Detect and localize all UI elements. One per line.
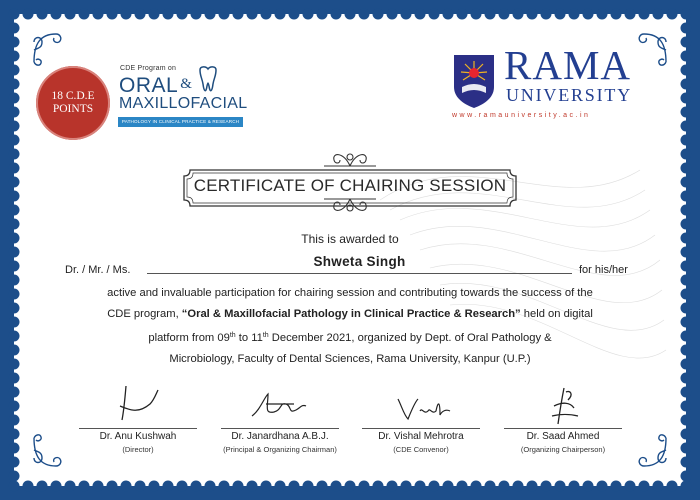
perforation-dot [527,481,538,492]
perforation-dot [485,481,496,492]
body-line-2 [60,304,640,325]
perforation-dot [9,401,20,412]
perforation-dot [681,471,692,482]
perforation-dot [415,9,426,20]
perforation-dot [247,9,258,20]
perforation-dot [583,9,594,20]
university-name-line-2: UNIVERSITY [506,85,632,105]
perforation-dot [681,135,692,146]
perforation-dot [681,219,692,230]
perforation-dot [569,481,580,492]
perforation-dot [555,9,566,20]
perforation-dot [9,149,20,160]
perforation-dot [681,247,692,258]
ordinal-suffix-1: th [229,332,236,339]
perforation-dot [681,443,692,454]
perforation-dot [93,9,104,20]
perforation-dot [681,23,692,34]
perforation-dot [681,65,692,76]
perforation-dot [681,457,692,468]
perforation-dot [9,457,20,468]
body-line-3 [60,325,640,349]
perforation-dot [79,9,90,20]
body-line-2-end: held on digital [520,308,593,320]
perforation-dot [373,481,384,492]
signatory-name-4: Dr. Saad Ahmed [526,431,600,442]
perforation-dot [79,481,90,492]
perforation-dot [135,9,146,20]
body-line-3-b: to 11 [235,332,263,344]
perforation-dot [443,481,454,492]
perforation-dot [9,471,20,482]
signature-line-2 [221,428,339,429]
signature-line-1 [79,428,197,429]
perforation-dot [121,481,132,492]
university-url: www.ramauniversity.ac.in [452,112,591,119]
perforation-dot [429,9,440,20]
perforation-dot [471,481,482,492]
signatory-role-4: (Organizing Chairperson) [520,445,606,454]
body-line-3-c: December 2021, organized by Dept. of Oral Pathology & [268,332,552,344]
signatory-role-3: (CDE Convenor) [393,445,449,454]
perforation-dot [415,481,426,492]
ordinal-suffix-2: th [262,332,269,339]
signatory-role-2: (Principal & Organizing Chairman) [223,445,337,454]
perforation-dot [9,303,20,314]
perforation-dot [205,481,216,492]
perforation-dot [9,79,20,90]
perforation-dot [9,121,20,132]
signatory-role-1: (Director) [122,445,154,454]
perforation-dot [331,9,342,20]
perforation-dot [289,481,300,492]
perforation-dot [387,9,398,20]
perforation-dot [65,9,76,20]
perforation-dot [9,373,20,384]
program-name: “Oral & Maxillofacial Pathology in Clinical Practice & Research” [181,308,521,320]
perforation-dot [23,481,34,492]
perforation-dot [625,481,636,492]
perforation-dot [499,9,510,20]
perforation-dot [639,481,650,492]
perforation-dot [471,9,482,20]
perforation-dot [681,317,692,328]
perforation-dot [331,481,342,492]
perforation-dot [639,9,650,20]
perforation-dot [191,481,202,492]
signature-image-3 [394,393,454,423]
perforation-dot [9,247,20,258]
perforation-dot [23,9,34,20]
perforation-dot [289,9,300,20]
program-tagline: PATHOLOGY IN CLINICAL PRACTICE & RESEARCH [118,117,243,127]
perforation-dot [681,289,692,300]
perforation-dot [261,9,272,20]
badge-line-2: POINTS [52,103,94,115]
perforation-dot [9,9,20,20]
perforation-dot [681,429,692,440]
perforation-dot [303,481,314,492]
perforation-dot [681,303,692,314]
perforation-dot [681,275,692,286]
perforation-dot [275,481,286,492]
perforation-dot [513,9,524,20]
perforation-dot [93,481,104,492]
perforation-dot [681,51,692,62]
perforation-dot [513,481,524,492]
certificate-body [60,283,640,370]
perforation-dot [401,481,412,492]
perforation-dot [681,387,692,398]
perforation-dot [9,93,20,104]
perforation-dot [121,9,132,20]
perforation-dot [149,481,160,492]
title-ornament-bottom [320,195,380,217]
perforation-dot [9,387,20,398]
perforation-dot [681,191,692,202]
perforation-dot [9,135,20,146]
perforation-dot [681,163,692,174]
perforation-dot [681,481,692,492]
perforation-dot [65,481,76,492]
body-line-3-a: platform from 09 [148,332,230,344]
perforation-dot [9,331,20,342]
perforation-dot [107,481,118,492]
perforation-dot [499,481,510,492]
perforation-dot [345,9,356,20]
university-name-line-1: RAMA [504,42,632,88]
program-oral [119,73,192,97]
perforation-dot [485,9,496,20]
perforation-dot [373,9,384,20]
perforation-dot [177,481,188,492]
perforation-dot [667,481,678,492]
perforation-dot [681,401,692,412]
perforation-dot [611,9,622,20]
signatory-name-3: Dr. Vishal Mehrotra [378,431,464,442]
perforation-dot [219,481,230,492]
perforation-dot [583,481,594,492]
perforation-dot [9,481,20,492]
program-maxillofacial: MAXILLOFACIAL [119,95,248,112]
perforation-dot [9,107,20,118]
perforation-dot [233,9,244,20]
perforation-dot [219,9,230,20]
perforation-dot [443,9,454,20]
perforation-dot [303,9,314,20]
awarded-to-text: This is awarded to [301,232,399,246]
perforation-dot [457,481,468,492]
perforation-dot [527,9,538,20]
perforation-dot [9,261,20,272]
perforation-dot [149,9,160,20]
badge-line-1: 18 C.D.E [51,90,95,102]
perforation-dot [9,443,20,454]
perforation-dot [345,481,356,492]
perforation-dot [261,481,272,492]
perforation-dot [681,149,692,160]
rama-university-emblem-icon [452,53,496,109]
perforation-dot [9,345,20,356]
signature-image-2 [246,388,312,424]
perforation-dot [681,107,692,118]
signature-line-3 [362,428,480,429]
perforation-dot [681,261,692,272]
perforation-dot [9,65,20,76]
perforation-dot [233,481,244,492]
perforation-dot [9,415,20,426]
signatory-name-2: Dr. Janardhana A.B.J. [231,431,329,442]
perforation-dot [191,9,202,20]
body-line-1: active and invaluable participation for chairing session and contributing towards the success of the [107,287,593,299]
perforation-dot [681,93,692,104]
perforation-dot [611,481,622,492]
perforation-dot [275,9,286,20]
perforation-dot [177,9,188,20]
for-his-her-text: for his/her [579,264,628,276]
perforation-dot [9,191,20,202]
perforation-dot [9,51,20,62]
body-line-4: Microbiology, Faculty of Dental Sciences, Rama University, Kanpur (U.P.) [169,353,531,365]
signature-image-4 [544,386,584,428]
perforation-dot [359,9,370,20]
recipient-name-underline [147,273,572,274]
perforation-dot [681,79,692,90]
perforation-dot [107,9,118,20]
perforation-dot [429,481,440,492]
recipient-name: Shweta Singh [313,254,406,269]
perforation-dot [681,331,692,342]
perforation-dot [681,37,692,48]
perforation-dot [387,481,398,492]
perforation-dot [569,9,580,20]
program-ampersand: & [180,76,193,92]
perforation-dot [37,9,48,20]
certificate-title: CERTIFICATE OF CHAIRING SESSION [193,176,507,195]
perforation-dot [51,481,62,492]
perforation-dot [9,429,20,440]
perforation-dot [681,177,692,188]
perforation-dot [681,359,692,370]
perforation-dot [9,37,20,48]
perforation-dot [653,481,664,492]
perforation-dot [9,163,20,174]
tooth-icon [197,66,219,96]
signature-image-1 [110,380,170,424]
program-intro: CDE Program on [120,65,177,72]
perforation-dot [9,317,20,328]
perforation-dot [317,9,328,20]
perforation-dot [9,275,20,286]
perforation-dot [359,481,370,492]
perforation-dot [9,23,20,34]
signature-line-4 [504,428,622,429]
perforation-dot [681,9,692,20]
perforation-dot [541,9,552,20]
perforation-dot [247,481,258,492]
perforation-dot [555,481,566,492]
perforation-dot [9,289,20,300]
salutation: Dr. / Mr. / Ms. [65,264,131,276]
signatory-name-1: Dr. Anu Kushwah [99,431,177,442]
perforation-dot [667,9,678,20]
perforation-dot [681,121,692,132]
perforation-dot [163,481,174,492]
perforation-dot [681,415,692,426]
perforation-dot [401,9,412,20]
perforation-dot [37,481,48,492]
perforation-dot [681,205,692,216]
perforation-dot [653,9,664,20]
perforation-dot [9,177,20,188]
cde-points-badge [36,66,110,140]
perforation-dot [9,219,20,230]
perforation-dot [625,9,636,20]
perforation-dot [205,9,216,20]
perforation-dot [681,373,692,384]
perforation-dot [163,9,174,20]
perforation-dot [317,481,328,492]
title-ornament-top [320,148,380,170]
perforation-dot [597,481,608,492]
perforation-dot [541,481,552,492]
perforation-dot [9,359,20,370]
perforation-dot [457,9,468,20]
perforation-dot [51,9,62,20]
body-line-2-start: CDE program, [107,308,182,320]
program-oral-text: ORAL [119,74,179,97]
perforation-dot [135,481,146,492]
perforation-dot [681,345,692,356]
perforation-dot [597,9,608,20]
perforation-dot [9,205,20,216]
